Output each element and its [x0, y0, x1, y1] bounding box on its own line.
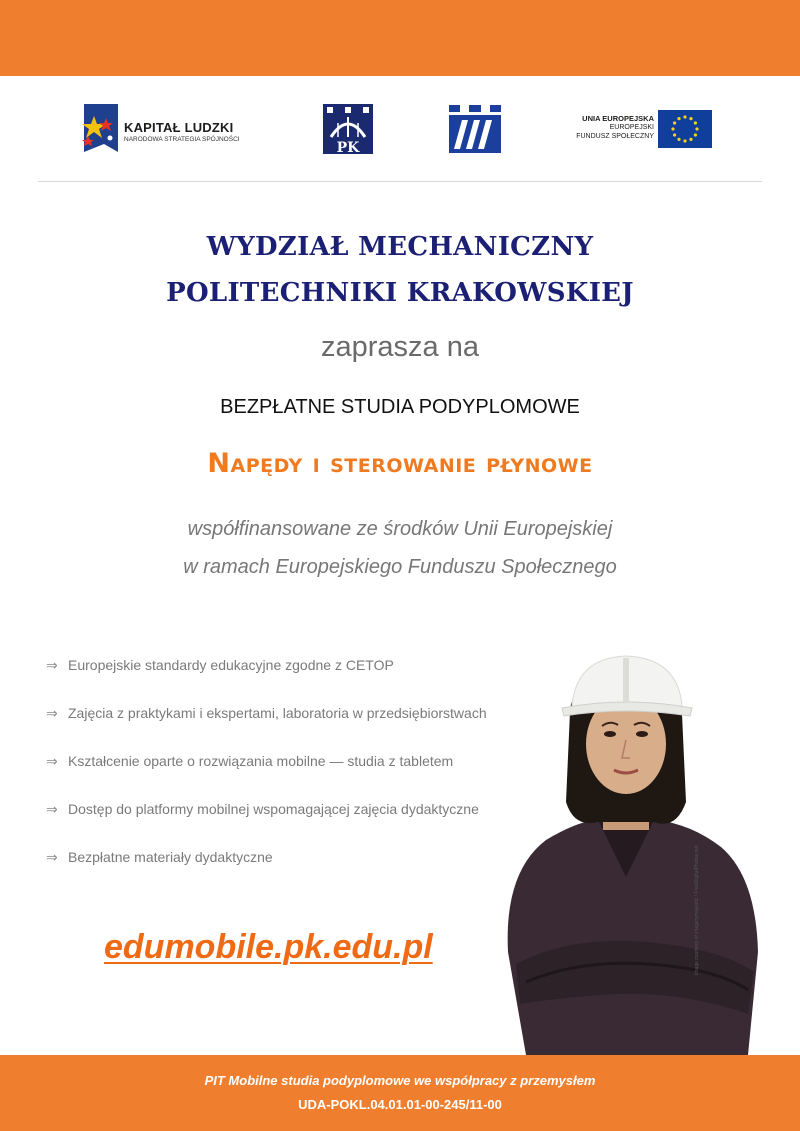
cofinancing-line1: współfinansowane ze środków Unii Europejskiej [187, 518, 613, 540]
kapital-ludzki-logo [80, 102, 260, 158]
footer-project-code: UDA-POKL.04.01.01-00-245/11-00 [298, 1097, 502, 1112]
eu-label-line1: UNIA EUROPEJSKA [582, 114, 654, 123]
kapital-ludzki-subtitle: NARODOWA STRATEGIA SPÓJNOŚCI [124, 136, 240, 143]
eu-flag-icon [658, 110, 712, 148]
bullet-text: Bezpłatne materiały dydaktyczne [68, 849, 273, 865]
eu-label-line2: EUROPEJSKI [609, 124, 654, 131]
arrow-right-icon: ⇒ [46, 657, 58, 673]
faculty-title-line2: POLITECHNIKI KRAKOWSKIEJ [166, 278, 634, 308]
top-orange-band [0, 0, 800, 76]
wydzial-mechaniczny-logo [448, 104, 502, 154]
footer-project-name: PIT Mobilne studia podyplomowe we współpracy z przemysłem [204, 1073, 596, 1088]
bullet-item [46, 801, 479, 818]
free-studies-heading: BEZPŁATNE STUDIA PODYPLOMOWE [220, 396, 580, 418]
eu-fund-logo [566, 110, 712, 150]
website-link[interactable]: edumobile.pk.edu.pl [104, 928, 433, 966]
arrow-right-icon: ⇒ [46, 849, 58, 865]
course-title-text: Napędy i sterowanie płynowe [207, 448, 593, 479]
bullet-item [46, 657, 394, 674]
invite-text: zaprasza na [321, 331, 479, 363]
photo-credit: Image courtesy of imagerymajestic / FreeDigitalPhotos.net [694, 845, 700, 975]
wm-crest-icon [448, 104, 502, 154]
bottom-orange-band [0, 1055, 800, 1131]
header-divider [38, 181, 762, 182]
engineer-photo [486, 652, 776, 1055]
kapital-ludzki-name: KAPITAŁ LUDZKI [124, 120, 234, 135]
course-title [0, 448, 800, 479]
pk-crest-icon [322, 103, 374, 155]
politechnika-krakowska-logo [322, 103, 374, 155]
bullet-text: Kształcenie oparte o rozwiązania mobilne — studia z tabletem [68, 753, 454, 769]
bullet-item [46, 753, 453, 770]
eu-label-line3: FUNDUSZ SPOŁECZNY [576, 133, 654, 140]
pk-letters: PK [336, 140, 360, 155]
cofinancing-line2: w ramach Europejskiego Funduszu Społecznego [183, 556, 617, 578]
arrow-right-icon: ⇒ [46, 705, 58, 721]
kapital-ludzki-icon [80, 102, 124, 158]
bullet-text: Zajęcia z praktykami i ekspertami, laboratoria w przedsiębiorstwach [68, 705, 487, 721]
faculty-title-line1: WYDZIAŁ MECHANICZNY [206, 232, 594, 262]
arrow-right-icon: ⇒ [46, 753, 58, 769]
bullet-text: Dostęp do platformy mobilnej wspomagającej zajęcia dydaktyczne [68, 801, 479, 817]
bullet-item [46, 849, 273, 866]
bullet-item [46, 705, 487, 722]
bullet-text: Europejskie standardy edukacyjne zgodne z CETOP [68, 657, 394, 673]
arrow-right-icon: ⇒ [46, 801, 58, 817]
